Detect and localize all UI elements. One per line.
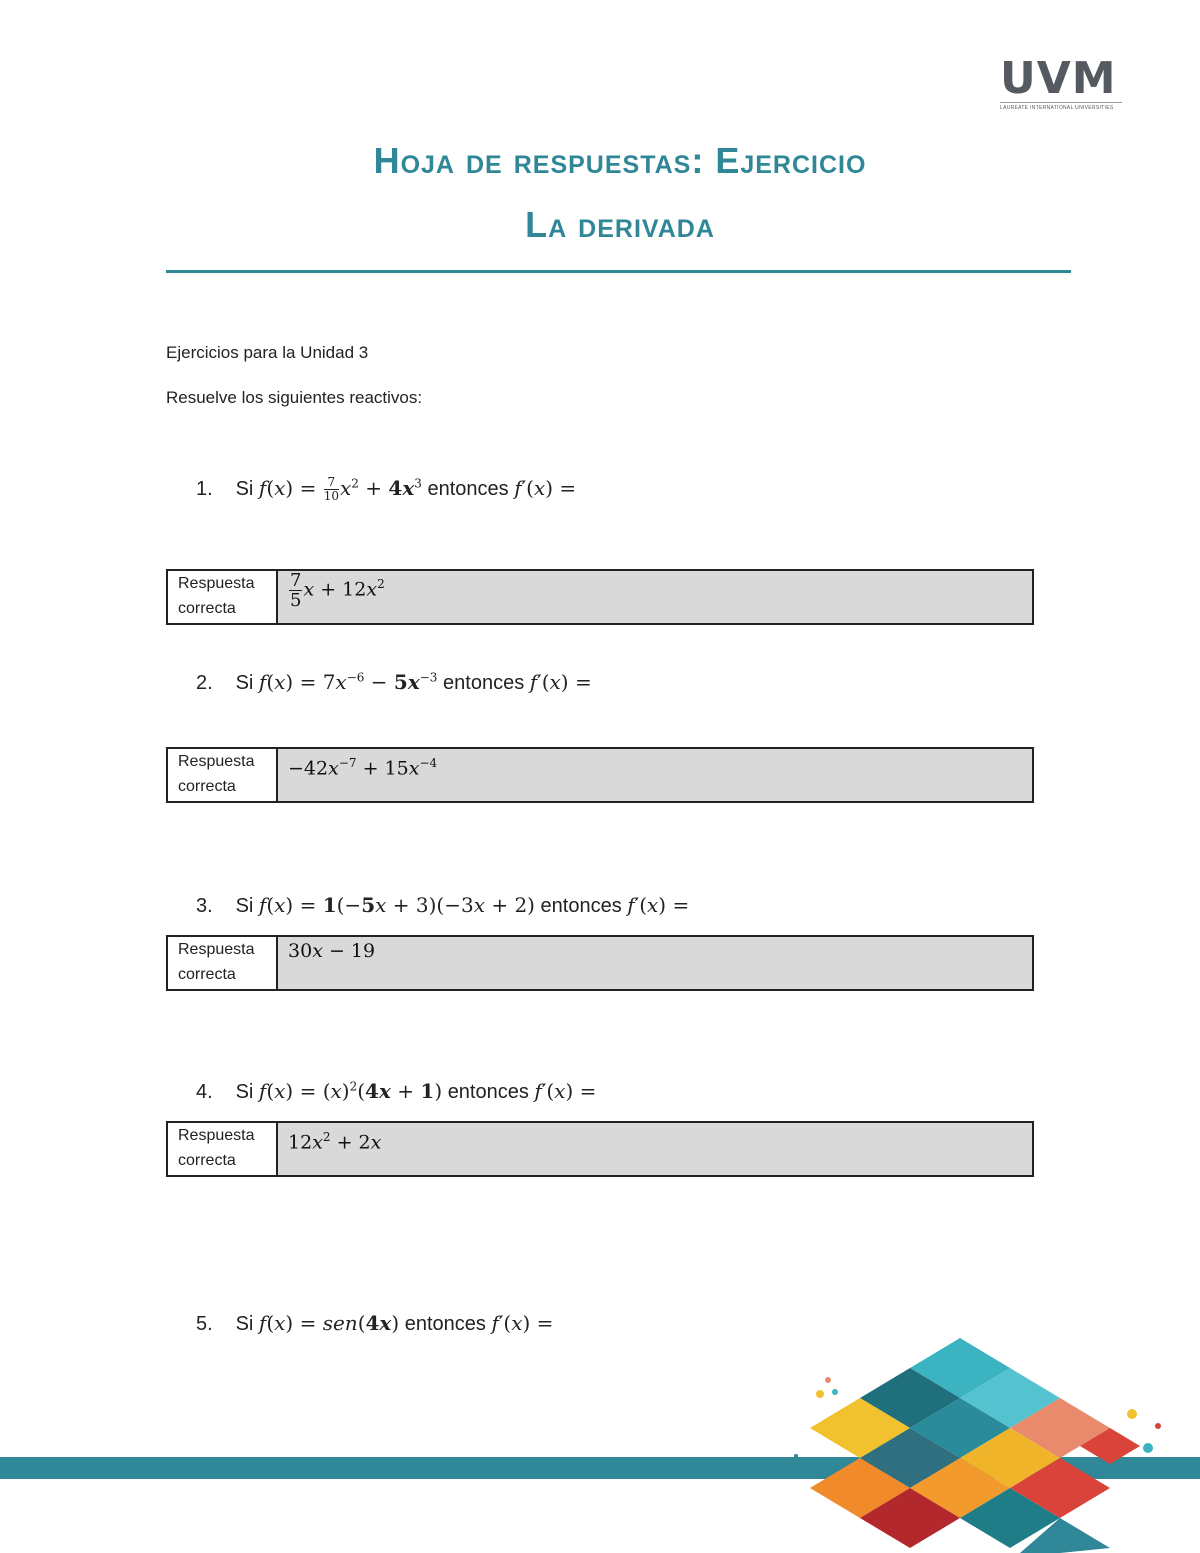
logo-subtitle: LAUREATE INTERNATIONAL UNIVERSITIES (1000, 102, 1122, 111)
question-number: 1. (196, 478, 213, 500)
answer-box-2 (166, 747, 1034, 803)
cube-cluster (810, 1338, 1140, 1553)
page-title-line1: Hoja de respuestas: Ejercicio (373, 140, 867, 181)
question-prefix: Si (235, 1081, 254, 1103)
question-function: f (258, 476, 267, 500)
question-connector: entonces (404, 1313, 486, 1335)
question-number: 2. (196, 672, 213, 694)
question-number: 5. (196, 1313, 213, 1335)
instruction-text: Resuelve los siguientes reactivos: (166, 388, 423, 407)
fraction: $\frac{7}{10}$ (323, 475, 339, 504)
question-3: 3. Si f(x) = 1(−5x + 3)(−3x + 2) entonces f′(x) = (196, 893, 690, 917)
uvm-logo (1000, 53, 1122, 111)
title-divider (166, 270, 1071, 273)
unit-text: Ejercicios para la Unidad 3 (166, 343, 369, 362)
answer-label: Respuesta correcta (168, 937, 278, 989)
answer-box-4 (166, 1121, 1034, 1177)
question-prefix: Si (235, 672, 254, 694)
question-connector: entonces (443, 672, 525, 694)
question-5: 5. Si f(x) = sen(4x) entonces f′(x) = (196, 1311, 554, 1335)
answer-box-1 (166, 569, 1034, 625)
question-connector: entonces (447, 1081, 529, 1103)
answer-label: Respuesta correcta (168, 571, 278, 623)
page-title-line2: La derivada (525, 204, 715, 245)
question-2: 2. Si $f(x) = 7x^{-6} - 5x^{-3}$ entonces f′(x) = (196, 670, 592, 694)
question-connector: entonces (540, 895, 622, 917)
question-1: 1. Si f(x) = $\frac{7}{10}$ $x^2 + 4x^3$ entonces f′(x) = (196, 475, 577, 504)
question-prefix: Si (235, 895, 254, 917)
answer-value: 30x − 19 (288, 940, 376, 962)
answer-label: Respuesta correcta (168, 1123, 278, 1175)
answer-value: $-42x^{-7} + 15x^{-4}$ (288, 756, 438, 780)
answer-value: $\frac{7}{5}$ $x + 12x^2$ (290, 570, 385, 611)
question-connector: entonces (427, 478, 509, 500)
logo-text: UVM (1000, 53, 1117, 104)
answer-value: $12x^2 + 2x$ (288, 1130, 382, 1154)
answer-label: Respuesta correcta (168, 749, 278, 801)
question-prefix: Si (235, 1313, 254, 1335)
question-number: 4. (196, 1081, 213, 1103)
answer-box-3 (166, 935, 1034, 991)
question-4: 4. Si $f(x) = (x)^2(4x + 1)$ entonces f′(x) = (196, 1079, 597, 1103)
decorative-cubes-footer (0, 1330, 1200, 1553)
question-number: 3. (196, 895, 213, 917)
question-prefix: Si (235, 478, 254, 500)
